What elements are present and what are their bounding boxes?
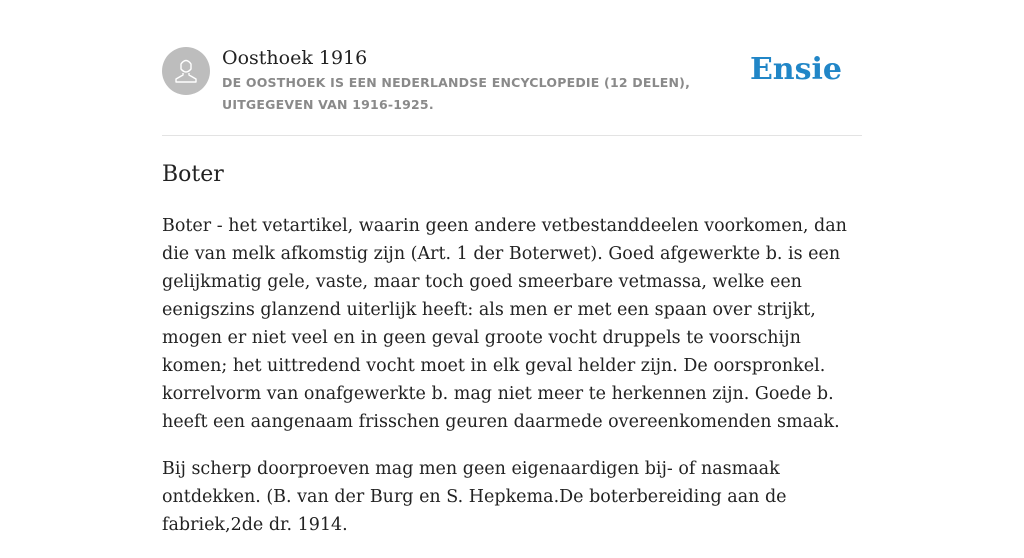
user-icon[interactable] <box>162 47 210 95</box>
entry-title: Boter <box>162 162 224 187</box>
source-description: DE OOSTHOEK IS EEN NEDERLANDSE ENCYCLOPEDIE (12 DELEN), UITGEGEVEN VAN 1916-1925. <box>222 75 691 112</box>
entry-body <box>162 212 864 558</box>
source-title[interactable]: Oosthoek 1916 <box>222 47 368 69</box>
entry-paragraph: Boter - het vetartikel, waarin geen andere vetbestanddeelen voorkomen, dan die van melk afkomstig zijn (Art. 1 der Boterwet). Goed afgewerkte b. is een gelijkmatig gele, vaste, maar toch goed smeerbare vetmassa, welke een eenigszins glanzend uiterlijk heeft: als men er met een spaan over strijkt, mogen er niet veel en in geen geval groote vocht druppels te voorschijn komen; het uittredend vocht moet in elk geval helder zijn. De oorspronkel. korrelvorm van onafgewerkte b. mag niet meer te herkennen zijn. Goede b. heeft een aangenaam frisschen geuren daarmede overeenkomenden smaak. <box>162 216 847 432</box>
brand-logo[interactable]: Ensie <box>749 52 842 87</box>
source-header <box>162 46 862 136</box>
entry-paragraph: Bij scherp doorproeven mag men geen eigenaardigen bij- of nasmaak ontdekken. (B. van der Burg en S. Hepkema.De boterbereiding aan de fabriek,2de dr. 1914. <box>162 459 787 535</box>
header-divider <box>162 135 862 136</box>
